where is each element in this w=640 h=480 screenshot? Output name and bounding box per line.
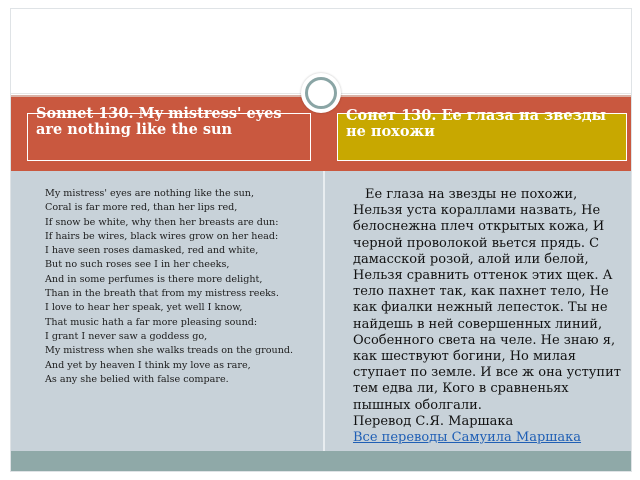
poem-english [35, 187, 317, 387]
poem-line: My mistress' eyes are nothing like the sun, [45, 188, 255, 199]
poem-line: Than in the breath that from my mistress reeks. [45, 288, 279, 300]
poem-line: Coral is far more red, than her lips red, [45, 202, 238, 214]
translator-credit: Перевод С.Я. Маршака [353, 413, 514, 429]
title-russian-text: Сонет 130. Ее глаза на звезды не похожи [346, 107, 607, 140]
poem-russian [353, 187, 625, 446]
poem-line: I love to hear her speak, yet well I know, [45, 302, 243, 314]
all-translations-link[interactable]: Все переводы Самуила Маршака [353, 430, 582, 446]
poem-line: As any she belied with false compare. [45, 373, 229, 385]
poem-line: My mistress when she walks treads on the ground. [45, 345, 294, 357]
bottom-bar [11, 451, 631, 471]
poem-line: I grant I never saw a goddess go, [45, 330, 208, 342]
decorative-circle [301, 73, 341, 113]
poem-line: I have seen roses damasked, red and white, [45, 245, 259, 257]
poem-line: And yet by heaven I think my love as rare, [45, 359, 251, 371]
poem-line: If snow be white, why then her breasts are dun: [45, 216, 279, 228]
poem-line: That music hath a far more pleasing sound: [45, 316, 258, 328]
title-english [27, 105, 311, 161]
poem-line: If hairs be wires, black wires grow on her head: [45, 230, 279, 242]
title-english-text: Sonnet 130. My mistress' eyes are nothing like the sun [36, 105, 282, 138]
poem-english-panel [11, 171, 323, 451]
poem-line: And in some perfumes is there more delight, [45, 273, 263, 285]
decorative-circle-ring [305, 77, 337, 109]
slide [10, 8, 632, 472]
title-russian [337, 107, 627, 161]
poem-russian-panel [325, 171, 631, 451]
poem-line: But no such roses see I in her cheeks, [45, 259, 230, 271]
poem-russian-text: Ее глаза на звезды не похожи, Нельзя уста кораллами назвать, Не белоснежна плеч открытых кожа, И черной проволокой вьется прядь. С дамасской розой, алой или белой, Нельзя сравнить оттенок этих щек. А тело пахнет так, как пахнет тело, Не как фиалки нежный лепесток. Ты не найдешь в ней совершенных линий, Особенного света на челе. Не знаю я, как шествуют богини, Но милая ступает по земле. И все ж она уступит тем едва ли, Кого в сравненьях пышных оболгали. [353, 187, 621, 413]
